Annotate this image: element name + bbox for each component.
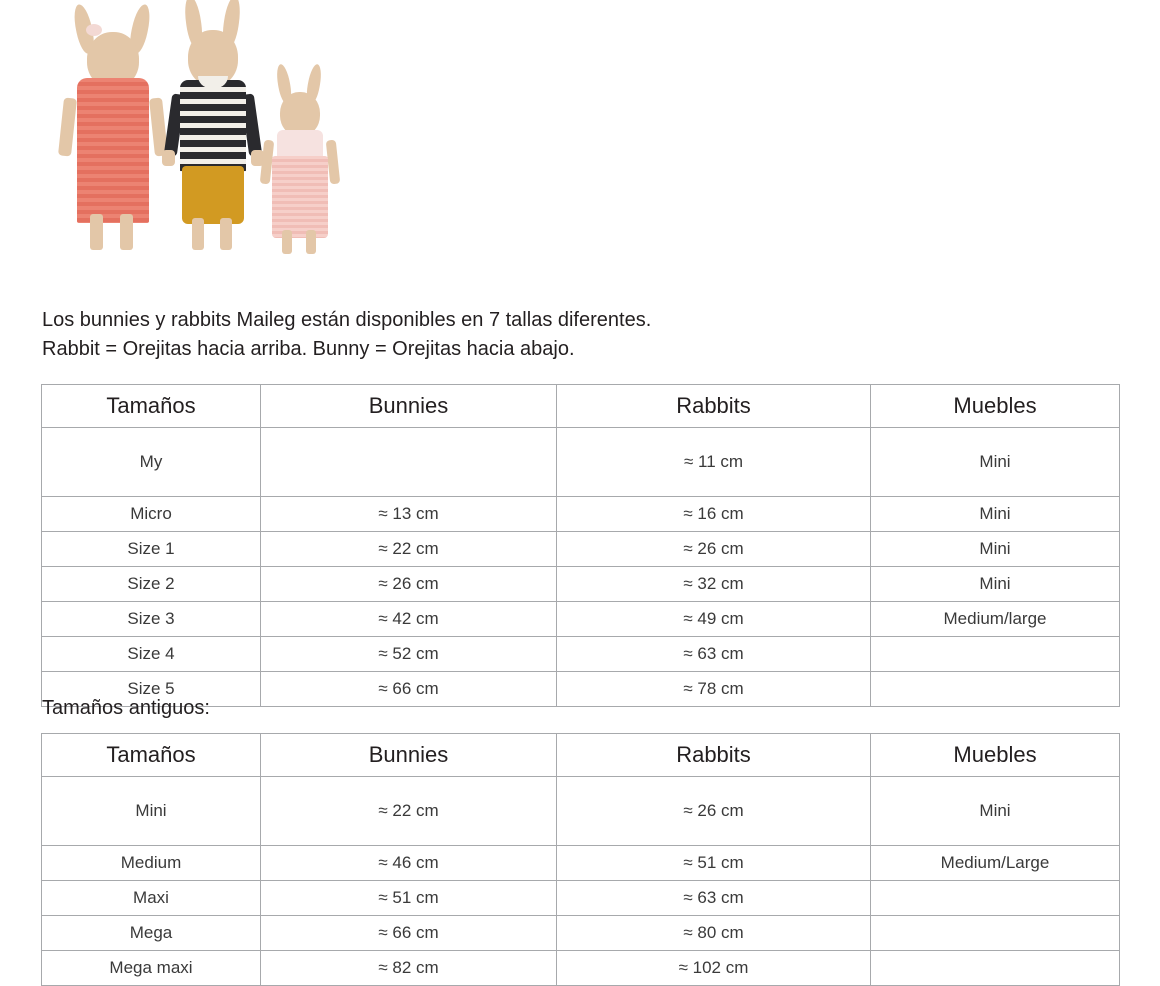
cell-size-name: My (42, 428, 261, 497)
table-row (42, 428, 1120, 497)
cell-rabbit-size: ≈ 32 cm (557, 567, 871, 602)
old-sizes-label: Tamaños antiguos: (42, 697, 210, 719)
cell-rabbit-size: ≈ 16 cm (557, 497, 871, 532)
cell-furniture-size: Mini (871, 567, 1120, 602)
doll-arm (58, 97, 77, 156)
cell-furniture-size: Medium/large (871, 602, 1120, 637)
table-row (42, 777, 1120, 846)
doll-small-pink (254, 64, 346, 254)
cell-size-name: Mega maxi (42, 951, 261, 986)
cell-bunny-size: ≈ 66 cm (261, 672, 557, 707)
doll-large-coral (58, 2, 168, 254)
cell-bunny-size: ≈ 13 cm (261, 497, 557, 532)
cell-furniture-size (871, 672, 1120, 707)
doll-medium-striped (158, 0, 268, 254)
doll-hand (162, 150, 175, 166)
cell-rabbit-size: ≈ 11 cm (557, 428, 871, 497)
column-header-rabbits: Rabbits (557, 734, 871, 777)
cell-bunny-size: ≈ 42 cm (261, 602, 557, 637)
doll-leg (306, 230, 316, 254)
cell-furniture-size: Mini (871, 497, 1120, 532)
cell-rabbit-size: ≈ 102 cm (557, 951, 871, 986)
cell-bunny-size: ≈ 66 cm (261, 916, 557, 951)
intro-line-1: Los bunnies y rabbits Maileg están disponibles en 7 tallas diferentes. (42, 309, 652, 331)
cell-size-name: Mini (42, 777, 261, 846)
cell-furniture-size (871, 637, 1120, 672)
doll-leg (192, 218, 204, 250)
doll-leg (220, 218, 232, 250)
doll-dress (77, 78, 149, 223)
column-header-sizes: Tamaños (42, 734, 261, 777)
table-row (42, 637, 1120, 672)
cell-furniture-size (871, 916, 1120, 951)
column-header-bunnies: Bunnies (261, 385, 557, 428)
column-header-sizes: Tamaños (42, 385, 261, 428)
intro-line-2: Rabbit = Orejitas hacia arriba. Bunny = Orejitas hacia abajo. (42, 338, 575, 360)
table-row (42, 497, 1120, 532)
cell-bunny-size: ≈ 26 cm (261, 567, 557, 602)
cell-bunny-size: ≈ 22 cm (261, 777, 557, 846)
cell-rabbit-size: ≈ 51 cm (557, 846, 871, 881)
table-row (42, 951, 1120, 986)
cell-bunny-size: ≈ 22 cm (261, 532, 557, 567)
current-sizes-table-wrapper (41, 384, 1119, 707)
cell-size-name: Medium (42, 846, 261, 881)
table-row (42, 567, 1120, 602)
cell-size-name: Size 5 (42, 672, 261, 707)
cell-furniture-size: Medium/Large (871, 846, 1120, 881)
cell-bunny-size: ≈ 51 cm (261, 881, 557, 916)
doll-leg (90, 214, 103, 250)
old-sizes-table (41, 733, 1120, 986)
doll-leg (120, 214, 133, 250)
intro-text (42, 306, 1042, 364)
cell-size-name: Size 4 (42, 637, 261, 672)
cell-furniture-size: Mini (871, 428, 1120, 497)
column-header-furniture: Muebles (871, 385, 1120, 428)
cell-rabbit-size: ≈ 26 cm (557, 777, 871, 846)
cell-size-name: Size 2 (42, 567, 261, 602)
table-header-row (42, 734, 1120, 777)
cell-furniture-size (871, 881, 1120, 916)
table-header-row (42, 385, 1120, 428)
table-row (42, 881, 1120, 916)
cell-size-name: Size 1 (42, 532, 261, 567)
table-row (42, 532, 1120, 567)
old-sizes-table-wrapper (41, 733, 1119, 986)
doll-leg (282, 230, 292, 254)
column-header-rabbits: Rabbits (557, 385, 871, 428)
cell-bunny-size: ≈ 46 cm (261, 846, 557, 881)
cell-bunny-size: ≈ 82 cm (261, 951, 557, 986)
table-row (42, 916, 1120, 951)
bunny-family-illustration (40, 0, 340, 262)
cell-size-name: Micro (42, 497, 261, 532)
table-row (42, 846, 1120, 881)
cell-furniture-size (871, 951, 1120, 986)
cell-furniture-size: Mini (871, 777, 1120, 846)
cell-rabbit-size: ≈ 26 cm (557, 532, 871, 567)
current-sizes-table (41, 384, 1120, 707)
cell-size-name: Maxi (42, 881, 261, 916)
cell-rabbit-size: ≈ 78 cm (557, 672, 871, 707)
cell-furniture-size: Mini (871, 532, 1120, 567)
table-row (42, 602, 1120, 637)
doll-pants (182, 166, 244, 224)
column-header-bunnies: Bunnies (261, 734, 557, 777)
cell-bunny-size: ≈ 52 cm (261, 637, 557, 672)
cell-size-name: Mega (42, 916, 261, 951)
cell-rabbit-size: ≈ 63 cm (557, 637, 871, 672)
column-header-furniture: Muebles (871, 734, 1120, 777)
doll-sweater (180, 80, 246, 172)
cell-rabbit-size: ≈ 49 cm (557, 602, 871, 637)
doll-skirt (272, 156, 328, 238)
cell-size-name: Size 3 (42, 602, 261, 637)
cell-rabbit-size: ≈ 63 cm (557, 881, 871, 916)
cell-bunny-size (261, 428, 557, 497)
cell-rabbit-size: ≈ 80 cm (557, 916, 871, 951)
